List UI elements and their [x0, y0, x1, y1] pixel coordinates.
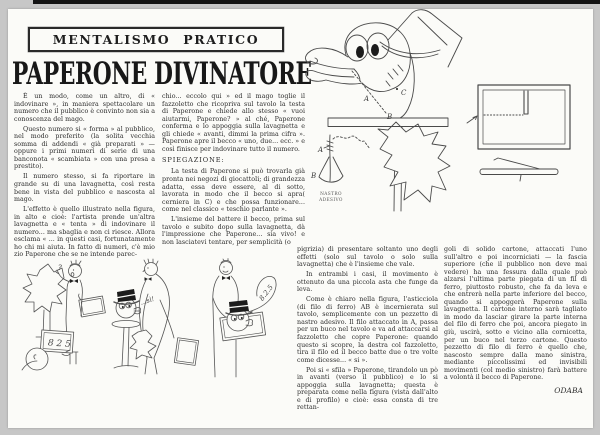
balloon-number-label: 8.2.5	[257, 283, 276, 303]
magician-holding-duck-drawing	[213, 259, 276, 378]
text-column-1	[14, 93, 155, 261]
performance-scenes-illustration	[10, 258, 300, 410]
paragraph: Il numero stesso, si fa riportare in grande su di una lavagnetta, così resta bene in vista del pubblico e nascosta al mago.	[14, 173, 155, 204]
explanation-heading: SPIEGAZIONE:	[162, 156, 225, 165]
magician-leaning-drawing	[130, 259, 199, 374]
tape-caption-line1: NASTRO	[320, 192, 342, 197]
section-label: MENTALISMO PRATICO	[52, 32, 260, 47]
magazine-page	[8, 9, 593, 428]
author-signature: ODABA	[554, 385, 583, 395]
point-a-label: A	[364, 95, 370, 103]
wire-tape-inset-drawing	[319, 135, 370, 182]
paragraph: goli di solido cartone, attaccati l'uno sull'altro e poi incorniciati — la fascia superiore (che il pubblico non deve mai vedere) ha una fessura dalla quale può alzarsi l'ultima parte piegata di un fil di ferro, piuttosto robusto, che fa da leva e che entrerà nella parte inferiore del becco, quando si appoggerà Paperone sulla lavagnetta. Il cartone interno sarà tagliato in modo da lasciar girare la parte interna del filo di ferro che poi, ancora piegato in giù, uscirà, sotto e vicino alla cornicetta, per un buco nel terzo cartone. Questo pezzetto di filo di ferro è quello che, nascosto sempre dalla mano sinistra, mediante piccolissimi ed invisibili movimenti (col medio sinistro) farà battere a volontà il becco di Paperone.	[444, 246, 587, 382]
tape-caption-line2: ADESIVO	[319, 198, 343, 203]
point-c-label: C	[401, 89, 407, 97]
slate-top-view-drawing	[467, 85, 570, 149]
point-b-label: B	[387, 113, 393, 121]
paragraph: chio... eccolo qui » ed il mago toglie il fazzoletto che ricopriva sul tavolo la testa di Paperone e chiede allo stesso « vuoi aiutarmi, Paperone? » al ché, Paperone conferma e lo appoggia sulla lavagnetta e gli chiede « avanti, dimmi la prima cifra ». Paperone apre il becco « uno, due... ecc. » e così finisce per indovinare tutto il numero.	[162, 93, 305, 153]
paragraph: L'effetto è quello illustrato nella figura, in alto e cioè: l'artista prende un'altra lavagnetta e « tenta » di indovinare il numero... ma sbaglia e non ci riesce. Allora esclama « ... in questi casi, fortunatamente ho chi mi aiuta. In fatto di numeri, c'è mio zio Paperone che se ne intende parec-	[14, 206, 155, 259]
article-title: PAPERONE DIVINATORE	[12, 56, 312, 92]
text-column-2	[162, 93, 305, 249]
slate-profile-view-drawing	[480, 158, 558, 181]
inset-point-b-label: B	[311, 172, 317, 180]
text-column-3	[297, 246, 438, 414]
scan-edge-strip	[33, 0, 600, 4]
duck-head-drawing	[306, 23, 415, 118]
spectator-head-drawing	[22, 348, 48, 370]
inset-point-a-label: A	[318, 146, 324, 154]
duck-speech-label: ...sì!	[139, 294, 156, 307]
question-mark-label: ?	[58, 264, 62, 272]
top-hat-drawing	[380, 10, 462, 67]
duck-mechanism-illustration	[300, 9, 592, 245]
lever-wire-drawing	[352, 71, 386, 113]
paragraph: Poi si « sfila » Paperone, tirandolo un pò in avanti (verso il pubblico) e lo si appoggia sulla lavagnetta; questa è preparata come nella figura (vista dall'alto e di profilo) e cioè: essa consta di tre rettan-	[297, 366, 438, 412]
handkerchief-drawing	[378, 122, 450, 202]
text-column-4	[444, 246, 587, 397]
paragraph: È un modo, come un altro, di « indovinare », in maniera spettacolare un numero che il pubblico è convinto non sia a conoscenza del mago.	[14, 93, 155, 123]
paragraph: L'insieme del battere il becco, prima sul tavolo e subito dopo sulla lavagnetta, dà l'impressione che Paperone... sia vivo! e non lasciatevi tentare, per semplicità (o	[162, 216, 305, 246]
paragraph: La testa di Paperone si può trovarla già pronta nei negozi di giocattoli; di grandezza adatta, essa deve essere, al di sotto, lavorata in modo che il becco si apra( cerniera in C) e che possa funzionare... come nel classico « teschio parlante ».	[162, 168, 305, 214]
paragraph: Questo numero si « forma » al pubblico, nel modo preferito (la solita vecchia somma di addendi « già preparati » — oppure i primi numeri di serie di una banconota « scambiata » con una presa a prestito).	[14, 125, 155, 171]
paragraph: pigrizia) di presentare soltanto uno degli effetti (solo sul tavolo o solo sulla lavagnetta) che è l'insieme che vale.	[297, 246, 438, 269]
paragraph: In entrambi i casi, il movimento è ottenuto da una piccola asta che funge da leva.	[297, 271, 438, 294]
section-header-box	[28, 27, 284, 52]
paragraph: Come è chiaro nella figura, l'asticciola (di filo di ferro) AB è incernierata sul tavolo, semplicemente con un pezzetto di nastro adesivo. Il filo attaccato in A, passa per un buco nel tavolo e va ad attaccarsi al fazzoletto che copre Paperone: quando questo si scopre, la destra col fazzoletto, tira il filo ed il becco batte due o tre volte come dicesse... « si ».	[297, 296, 438, 364]
slate-number-label: 8 2 5	[47, 338, 72, 350]
